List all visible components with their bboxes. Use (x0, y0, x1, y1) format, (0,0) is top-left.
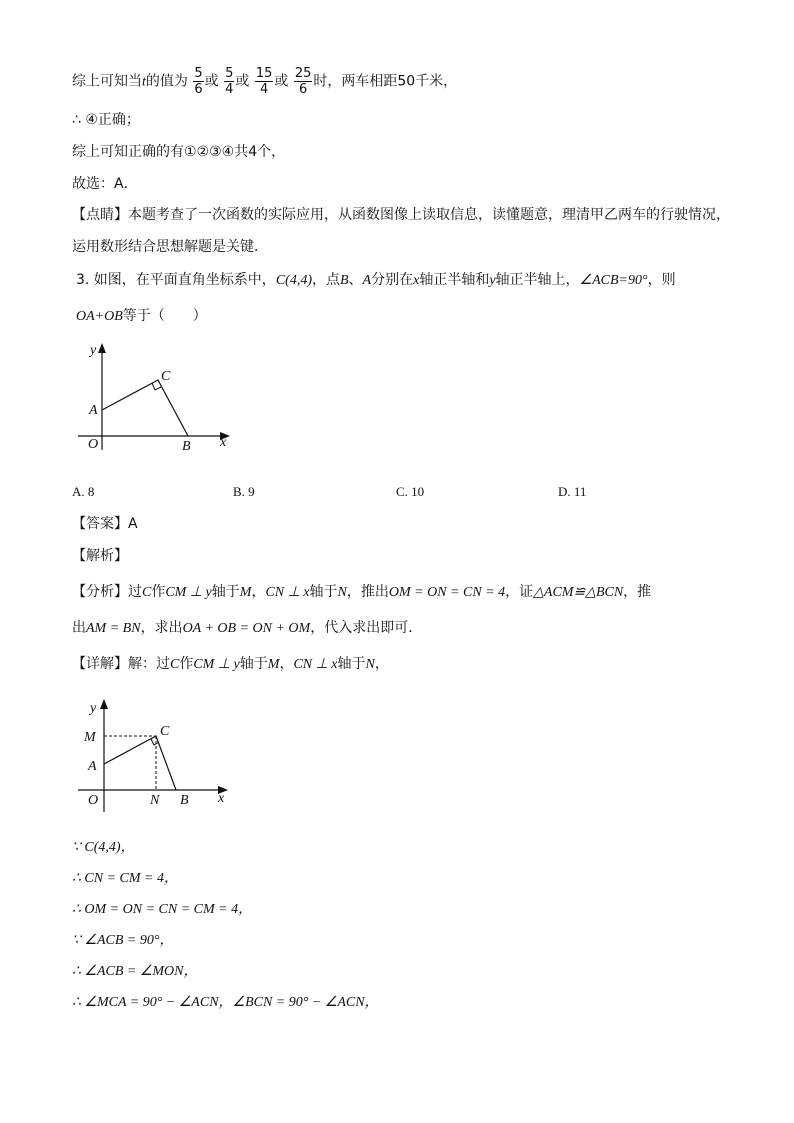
conclusion-t-values (72, 66, 457, 97)
step-6: ∴ ∠MCA = 90° − ∠ACN，∠BCN = 90° − ∠ACN， (72, 995, 379, 1010)
y-arrow-icon (100, 699, 108, 709)
question-3-stem: 3. 如图，在平面直角坐标系中，C(4,4)，点B、A分别在x轴正半轴和y轴正半轴上，∠ACB=90°，则 (76, 272, 676, 288)
label-b: B (180, 793, 189, 808)
label-b: B (182, 439, 191, 454)
text-line: 综上可知正确的有①②③④共4个， (72, 144, 286, 160)
var-t: t (142, 74, 146, 90)
step-2: ∴ CN = CM = 4， (72, 871, 178, 886)
option-c: C. 10 (396, 484, 425, 499)
label-a: A (88, 759, 97, 774)
step-3: ∴ OM = ON = CN = CM = 4， (72, 902, 253, 917)
option-d: D. 11 (558, 484, 587, 499)
figure-1-coordinate-diagram (70, 338, 310, 458)
analysis-line-1: 【分析】过C作CM ⊥ y轴于M，CN ⊥ x轴于N，推出OM = ON = CN = 4，证△ACM≌△BCN，推 (72, 584, 652, 600)
label-x: x (220, 435, 227, 450)
figure-2-coordinate-diagram (70, 694, 310, 819)
analysis-line-2: 出AM = BN，求出OA + OB = ON + OM，代入求出即可． (72, 620, 423, 636)
label-m: M (84, 730, 96, 745)
fraction: $\frac{25}{6}$ (294, 66, 312, 97)
point-c-coord: C(4,4) (275, 273, 312, 288)
label-o: O (88, 793, 99, 808)
text-line: 运用数形结合思想解题是关键． (72, 239, 268, 255)
segments-acb (102, 380, 188, 436)
answer: 【答案】A (72, 516, 138, 532)
fraction: $\frac{5}{6}$ (194, 66, 203, 97)
detail-line: 【详解】解：过C作CM ⊥ y轴于M，CN ⊥ x轴于N， (72, 656, 389, 672)
option-b: B. 9 (233, 484, 255, 499)
option-a: A. 8 (72, 484, 95, 499)
label-x: x (218, 791, 225, 806)
fraction: $\frac{15}{4}$ (255, 66, 273, 97)
label-a: A (89, 403, 98, 418)
label-c: C (161, 369, 171, 384)
step-5: ∴ ∠ACB = ∠MON， (72, 964, 198, 979)
label-o: O (88, 437, 99, 452)
angle-acb: ∠ACB=90° (579, 273, 648, 288)
fraction: $\frac{5}{4}$ (225, 66, 234, 97)
label-n: N (150, 793, 160, 808)
text: 或 (274, 73, 289, 90)
label-c: C (160, 724, 170, 739)
label-y: y (90, 343, 97, 358)
text: 时，两车相距50千米， (313, 73, 458, 90)
step-1: ∵ C(4,4)， (72, 840, 135, 855)
analysis-heading: 【解析】 (72, 548, 128, 564)
text-line: 故选：A． (72, 176, 138, 192)
label-y: y (90, 701, 97, 716)
text: 或 (204, 73, 219, 90)
text-line: ∴ ④正确； (72, 112, 140, 128)
key-point: 【点睛】本题考查了一次函数的实际应用，从函数图像上读取信息，读懂题意，理清甲乙两车的行驶情况， (72, 207, 730, 223)
text: 综上可知当 (72, 73, 142, 90)
y-arrow-icon (98, 343, 106, 353)
step-4: ∵ ∠ACB = 90°， (72, 933, 174, 948)
question-3-stem-cont: OA+OB等于（ ） (76, 308, 207, 324)
text: 的值为 (145, 73, 188, 90)
segments-acb (104, 736, 176, 790)
text: 或 (235, 73, 250, 90)
